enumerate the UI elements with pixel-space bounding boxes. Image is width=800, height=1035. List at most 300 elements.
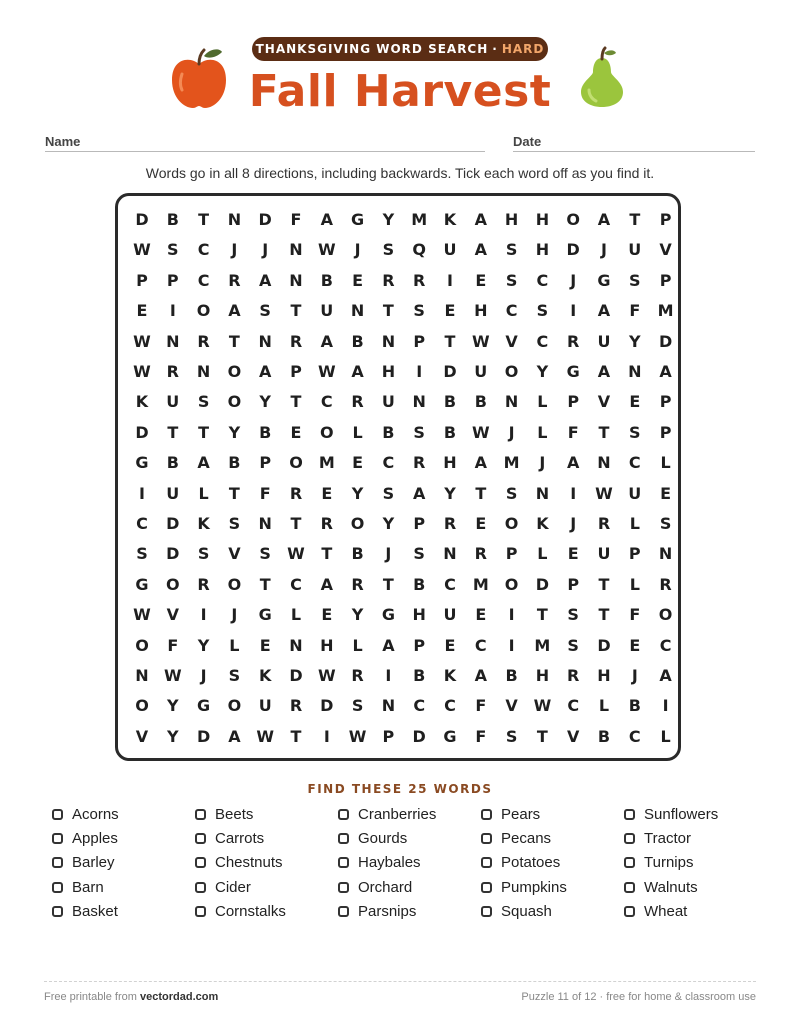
grid-letter[interactable]: P	[413, 514, 426, 533]
grid-letter[interactable]: P	[659, 392, 672, 412]
grid-letter[interactable]: J	[601, 240, 607, 260]
grid-letter[interactable]: R	[597, 514, 611, 533]
checkbox-icon[interactable]	[52, 882, 63, 893]
grid-letter[interactable]: G	[351, 210, 365, 229]
grid-letter[interactable]: I	[508, 605, 515, 625]
grid-letter[interactable]: S	[413, 544, 425, 564]
grid-letter[interactable]: K	[135, 392, 149, 412]
grid-letter[interactable]: T	[290, 514, 302, 533]
grid-letter[interactable]: Y	[228, 422, 241, 442]
grid-letter[interactable]: E	[444, 301, 456, 321]
grid-letter[interactable]: P	[659, 422, 672, 442]
grid-letter[interactable]: A	[659, 362, 672, 381]
grid-letter[interactable]: N	[412, 392, 426, 412]
grid-letter[interactable]: L	[660, 453, 671, 473]
grid-letter[interactable]: N	[227, 210, 242, 229]
grid-letter[interactable]: J	[200, 666, 207, 685]
grid-letter[interactable]: R	[351, 392, 364, 412]
grid-letter[interactable]: S	[629, 270, 641, 290]
grid-letter[interactable]: S	[351, 696, 364, 716]
word-checklist-item[interactable]	[338, 805, 436, 823]
grid-letter[interactable]: O	[504, 362, 519, 381]
grid-letter[interactable]: I	[508, 635, 515, 655]
grid-letter[interactable]: T	[259, 574, 271, 594]
grid-letter[interactable]: D	[196, 726, 211, 746]
grid-letter[interactable]: E	[629, 392, 641, 412]
grid-letter[interactable]: K	[443, 210, 457, 229]
grid-letter[interactable]: H	[535, 666, 550, 685]
grid-letter[interactable]: T	[598, 574, 610, 594]
grid-letter[interactable]: P	[567, 392, 580, 412]
grid-letter[interactable]: I	[385, 666, 392, 685]
grid-letter[interactable]: N	[196, 362, 211, 381]
grid-letter[interactable]: Y	[167, 726, 179, 746]
grid-letter[interactable]: U	[628, 240, 642, 260]
grid-letter[interactable]: C	[536, 331, 549, 351]
grid-letter[interactable]: W	[287, 544, 305, 564]
grid-letter[interactable]: I	[447, 270, 453, 290]
grid-letter[interactable]: E	[321, 483, 333, 503]
grid-letter[interactable]: W	[533, 696, 552, 716]
grid-letter[interactable]: B	[597, 726, 611, 746]
grid-letter[interactable]: N	[166, 331, 180, 351]
word-checklist-item[interactable]	[52, 805, 119, 823]
grid-letter[interactable]: S	[228, 514, 241, 533]
grid-letter[interactable]: Y	[167, 696, 179, 716]
grid-letter[interactable]: D	[443, 362, 457, 381]
grid-letter[interactable]: O	[566, 210, 580, 229]
grid-letter[interactable]: D	[258, 210, 272, 229]
grid-letter[interactable]: U	[258, 696, 272, 716]
grid-letter[interactable]: A	[566, 453, 580, 473]
grid-letter[interactable]: K	[258, 666, 272, 685]
checkbox-icon[interactable]	[195, 882, 206, 893]
grid-letter[interactable]: K	[443, 666, 457, 685]
grid-letter[interactable]: S	[197, 392, 210, 412]
grid-letter[interactable]: A	[474, 210, 487, 229]
grid-letter[interactable]: R	[567, 666, 580, 685]
grid-letter[interactable]: Q	[412, 240, 426, 260]
grid-letter[interactable]: P	[259, 453, 272, 473]
grid-letter[interactable]: I	[570, 301, 577, 321]
grid-letter[interactable]: J	[385, 544, 392, 564]
grid-letter[interactable]: J	[570, 514, 577, 533]
checkbox-icon[interactable]	[195, 906, 206, 917]
grid-letter[interactable]: T	[321, 544, 333, 564]
grid-letter[interactable]: S	[536, 301, 549, 321]
checkbox-icon[interactable]	[195, 857, 206, 868]
grid-letter[interactable]: E	[136, 301, 148, 321]
grid-letter[interactable]: P	[659, 210, 672, 229]
grid-letter[interactable]: R	[413, 270, 426, 290]
name-field[interactable]	[45, 151, 485, 152]
grid-letter[interactable]: Y	[536, 362, 549, 381]
grid-letter[interactable]: T	[536, 726, 548, 746]
word-checklist-item[interactable]	[338, 854, 421, 872]
grid-letter[interactable]: C	[413, 696, 426, 716]
grid-letter[interactable]: R	[166, 362, 179, 381]
grid-letter[interactable]: Y	[382, 210, 395, 229]
grid-letter[interactable]: R	[413, 453, 426, 473]
grid-letter[interactable]: N	[289, 635, 303, 655]
grid-letter[interactable]: L	[537, 422, 548, 442]
grid-letter[interactable]: U	[474, 362, 488, 381]
word-checklist-item[interactable]	[481, 854, 560, 872]
grid-letter[interactable]: Y	[351, 483, 364, 503]
grid-letter[interactable]: A	[320, 331, 333, 351]
grid-letter[interactable]: C	[628, 726, 641, 746]
grid-letter[interactable]: F	[475, 726, 487, 746]
grid-letter[interactable]: D	[320, 696, 334, 716]
grid-letter[interactable]: B	[228, 453, 241, 473]
date-field[interactable]	[513, 151, 755, 152]
grid-letter[interactable]: R	[659, 574, 672, 594]
grid-letter[interactable]: T	[198, 422, 210, 442]
grid-letter[interactable]: E	[352, 270, 364, 290]
grid-letter[interactable]: O	[196, 301, 211, 321]
word-checklist-item[interactable]	[52, 878, 104, 896]
grid-letter[interactable]: N	[443, 544, 457, 564]
checkbox-icon[interactable]	[624, 833, 635, 844]
grid-letter[interactable]: D	[412, 726, 426, 746]
grid-letter[interactable]: Y	[382, 514, 395, 533]
grid-letter[interactable]: L	[352, 422, 363, 442]
grid-letter[interactable]: V	[228, 544, 241, 564]
grid-letter[interactable]: L	[629, 574, 640, 594]
grid-letter[interactable]: J	[508, 422, 515, 442]
grid-letter[interactable]: T	[598, 422, 610, 442]
checkbox-icon[interactable]	[481, 833, 492, 844]
grid-letter[interactable]: N	[381, 696, 396, 716]
grid-letter[interactable]: S	[197, 544, 210, 564]
grid-letter[interactable]: I	[169, 301, 176, 321]
grid-letter[interactable]: S	[167, 240, 179, 260]
grid-letter[interactable]: T	[198, 210, 210, 229]
grid-letter[interactable]: G	[597, 270, 611, 290]
grid-letter[interactable]: C	[197, 270, 210, 290]
word-checklist-item[interactable]	[624, 854, 693, 872]
grid-letter[interactable]: W	[595, 483, 613, 503]
checkbox-icon[interactable]	[52, 833, 63, 844]
grid-letter[interactable]: N	[658, 544, 673, 564]
grid-letter[interactable]: E	[475, 270, 487, 290]
grid-letter[interactable]: F	[167, 635, 179, 655]
checkbox-icon[interactable]	[624, 882, 635, 893]
grid-letter[interactable]: M	[318, 453, 335, 473]
grid-letter[interactable]: N	[381, 331, 396, 351]
grid-letter[interactable]: T	[475, 483, 487, 503]
grid-letter[interactable]: J	[262, 240, 269, 260]
grid-letter[interactable]: U	[443, 240, 457, 260]
grid-letter[interactable]: G	[197, 696, 211, 716]
grid-letter[interactable]: R	[474, 544, 487, 564]
grid-letter[interactable]: R	[228, 270, 241, 290]
grid-letter[interactable]: T	[382, 574, 394, 594]
grid-letter[interactable]: F	[629, 605, 641, 625]
grid-letter[interactable]: R	[289, 483, 303, 503]
grid-letter[interactable]: U	[381, 392, 395, 412]
grid-letter[interactable]: M	[472, 574, 489, 594]
grid-letter[interactable]: T	[290, 392, 302, 412]
grid-letter[interactable]: A	[597, 210, 611, 229]
grid-letter[interactable]: R	[382, 270, 395, 290]
grid-letter[interactable]: G	[443, 726, 457, 746]
grid-letter[interactable]: C	[320, 392, 333, 412]
grid-letter[interactable]: D	[289, 666, 303, 685]
grid-letter[interactable]: H	[535, 210, 550, 229]
checkbox-icon[interactable]	[338, 857, 349, 868]
grid-letter[interactable]: V	[135, 726, 149, 746]
grid-letter[interactable]: F	[290, 210, 302, 229]
grid-letter[interactable]: D	[658, 331, 673, 351]
grid-letter[interactable]: L	[537, 392, 548, 412]
grid-letter[interactable]: B	[413, 574, 426, 594]
grid-letter[interactable]: U	[320, 301, 334, 321]
grid-letter[interactable]: K	[536, 514, 549, 533]
word-checklist-item[interactable]	[52, 829, 118, 847]
grid-letter[interactable]: B	[259, 422, 272, 442]
grid-letter[interactable]: O	[289, 453, 303, 473]
grid-letter[interactable]: P	[136, 270, 148, 290]
grid-letter[interactable]: S	[228, 666, 241, 685]
grid-letter[interactable]: I	[416, 362, 423, 381]
grid-letter[interactable]: N	[597, 453, 611, 473]
grid-letter[interactable]: V	[505, 696, 518, 716]
checkbox-icon[interactable]	[338, 882, 349, 893]
word-checklist-item[interactable]	[338, 829, 407, 847]
grid-letter[interactable]: I	[200, 605, 207, 625]
grid-letter[interactable]: N	[350, 301, 365, 321]
grid-letter[interactable]: P	[567, 574, 580, 594]
checkbox-icon[interactable]	[481, 906, 492, 917]
grid-letter[interactable]: T	[167, 422, 179, 442]
grid-letter[interactable]: L	[290, 605, 302, 625]
checkbox-icon[interactable]	[624, 906, 635, 917]
checkbox-icon[interactable]	[338, 906, 349, 917]
grid-letter[interactable]: V	[505, 331, 518, 351]
grid-letter[interactable]: M	[503, 453, 520, 473]
grid-letter[interactable]: E	[444, 635, 456, 655]
word-checklist-item[interactable]	[338, 878, 412, 896]
grid-letter[interactable]: U	[166, 483, 180, 503]
word-checklist-item[interactable]	[52, 903, 118, 921]
grid-letter[interactable]: O	[227, 574, 242, 594]
grid-letter[interactable]: P	[628, 544, 641, 564]
word-checklist-item[interactable]	[481, 903, 552, 921]
grid-letter[interactable]: R	[567, 331, 580, 351]
grid-letter[interactable]: W	[317, 240, 336, 260]
word-checklist-item[interactable]	[338, 903, 416, 921]
grid-letter[interactable]: C	[505, 301, 518, 321]
grid-letter[interactable]: D	[135, 210, 149, 229]
grid-letter[interactable]: B	[443, 422, 457, 442]
grid-letter[interactable]: E	[352, 453, 364, 473]
grid-letter[interactable]: D	[135, 422, 149, 442]
checkbox-icon[interactable]	[52, 809, 63, 820]
grid-letter[interactable]: N	[258, 331, 272, 351]
grid-letter[interactable]: O	[658, 605, 673, 625]
grid-letter[interactable]: S	[505, 483, 518, 503]
grid-letter[interactable]: W	[133, 240, 151, 260]
grid-letter[interactable]: S	[413, 301, 425, 321]
grid-letter[interactable]: S	[259, 544, 271, 564]
grid-letter[interactable]: P	[413, 635, 426, 655]
grid-letter[interactable]: P	[659, 270, 672, 290]
word-checklist-item[interactable]	[481, 829, 551, 847]
word-checklist-item[interactable]	[624, 829, 691, 847]
grid-letter[interactable]: Y	[197, 635, 210, 655]
grid-letter[interactable]: B	[320, 270, 333, 290]
grid-letter[interactable]: C	[444, 696, 456, 716]
grid-letter[interactable]: A	[597, 301, 611, 321]
grid-letter[interactable]: H	[597, 666, 611, 685]
grid-letter[interactable]: W	[317, 666, 336, 685]
grid-letter[interactable]: V	[659, 240, 672, 260]
word-checklist-item[interactable]	[624, 878, 698, 896]
grid-letter[interactable]: P	[382, 726, 395, 746]
grid-letter[interactable]: W	[471, 422, 490, 442]
grid-letter[interactable]: A	[382, 635, 395, 655]
grid-letter[interactable]: Y	[629, 331, 641, 351]
grid-letter[interactable]: N	[258, 514, 272, 533]
grid-letter[interactable]: T	[444, 331, 456, 351]
grid-letter[interactable]: O	[227, 392, 242, 412]
grid-letter[interactable]: F	[259, 483, 271, 503]
grid-letter[interactable]: S	[505, 270, 518, 290]
grid-letter[interactable]: S	[505, 726, 518, 746]
grid-letter[interactable]: O	[227, 362, 242, 381]
grid-letter[interactable]: W	[163, 666, 182, 685]
grid-letter[interactable]: C	[567, 696, 580, 716]
grid-letter[interactable]: N	[289, 240, 303, 260]
grid-letter[interactable]: H	[504, 210, 519, 229]
grid-letter[interactable]: R	[351, 574, 364, 594]
grid-letter[interactable]: S	[413, 422, 425, 442]
checkbox-icon[interactable]	[52, 906, 63, 917]
grid-letter[interactable]: J	[231, 240, 238, 260]
checkbox-icon[interactable]	[195, 833, 206, 844]
grid-letter[interactable]: B	[413, 666, 426, 685]
grid-letter[interactable]: R	[320, 514, 333, 533]
grid-letter[interactable]: T	[629, 210, 641, 229]
grid-letter[interactable]: L	[198, 483, 209, 503]
grid-letter[interactable]: A	[351, 362, 364, 381]
grid-letter[interactable]: B	[351, 544, 364, 564]
grid-letter[interactable]: G	[135, 453, 149, 473]
grid-letter[interactable]: A	[320, 210, 333, 229]
grid-letter[interactable]: H	[474, 301, 488, 321]
grid-letter[interactable]: O	[135, 696, 149, 716]
word-checklist-item[interactable]	[195, 854, 283, 872]
grid-letter[interactable]: R	[197, 574, 210, 594]
checkbox-icon[interactable]	[481, 809, 492, 820]
grid-letter[interactable]: E	[321, 605, 333, 625]
grid-letter[interactable]: N	[628, 362, 642, 381]
grid-letter[interactable]: Y	[351, 605, 364, 625]
grid-letter[interactable]: L	[660, 726, 671, 746]
grid-letter[interactable]: O	[319, 422, 334, 442]
word-checklist-item[interactable]	[195, 829, 264, 847]
grid-letter[interactable]: S	[259, 301, 271, 321]
checkbox-icon[interactable]	[481, 857, 492, 868]
checkbox-icon[interactable]	[52, 857, 63, 868]
grid-letter[interactable]: H	[320, 635, 334, 655]
grid-letter[interactable]: C	[628, 453, 641, 473]
grid-letter[interactable]: T	[228, 331, 240, 351]
grid-letter[interactable]: C	[136, 514, 148, 533]
grid-letter[interactable]: W	[133, 605, 151, 625]
grid-letter[interactable]: A	[597, 362, 611, 381]
grid-letter[interactable]: O	[350, 514, 365, 533]
grid-letter[interactable]: W	[133, 331, 151, 351]
grid-letter[interactable]: N	[535, 483, 550, 503]
word-checklist-item[interactable]	[52, 854, 115, 872]
grid-letter[interactable]: T	[290, 726, 302, 746]
grid-letter[interactable]: P	[290, 362, 302, 381]
grid-letter[interactable]: G	[381, 605, 395, 625]
grid-letter[interactable]: T	[228, 483, 240, 503]
grid-letter[interactable]: O	[504, 574, 519, 594]
grid-letter[interactable]: E	[290, 422, 302, 442]
grid-letter[interactable]: H	[381, 362, 396, 381]
grid-letter[interactable]: B	[505, 666, 518, 685]
grid-letter[interactable]: A	[228, 301, 241, 321]
grid-letter[interactable]: A	[412, 483, 426, 503]
grid-letter[interactable]: W	[471, 331, 490, 351]
grid-letter[interactable]: V	[166, 605, 179, 625]
grid-letter[interactable]: J	[631, 666, 638, 685]
grid-letter[interactable]: M	[411, 210, 428, 229]
grid-letter[interactable]: B	[351, 331, 364, 351]
grid-letter[interactable]: S	[629, 422, 641, 442]
grid-letter[interactable]: A	[258, 270, 272, 290]
grid-letter[interactable]: W	[133, 362, 151, 381]
grid-letter[interactable]: W	[348, 726, 367, 746]
grid-letter[interactable]: A	[474, 453, 487, 473]
grid-letter[interactable]: K	[197, 514, 210, 533]
grid-letter[interactable]: A	[320, 574, 333, 594]
grid-letter[interactable]: Y	[444, 483, 456, 503]
grid-letter[interactable]: V	[566, 726, 580, 746]
grid-letter[interactable]: O	[504, 514, 519, 533]
grid-letter[interactable]: D	[597, 635, 611, 655]
word-checklist-item[interactable]	[624, 903, 687, 921]
grid-letter[interactable]: R	[197, 331, 210, 351]
grid-letter[interactable]: P	[505, 544, 518, 564]
grid-letter[interactable]: A	[258, 362, 272, 381]
grid-letter[interactable]: O	[227, 696, 242, 716]
grid-letter[interactable]: A	[228, 726, 241, 746]
checkbox-icon[interactable]	[338, 833, 349, 844]
grid-letter[interactable]: E	[259, 635, 271, 655]
grid-letter[interactable]: T	[598, 605, 610, 625]
grid-letter[interactable]: B	[382, 422, 395, 442]
grid-letter[interactable]: P	[413, 331, 426, 351]
grid-letter[interactable]: V	[597, 392, 611, 412]
grid-letter[interactable]: J	[354, 240, 361, 260]
grid-letter[interactable]: S	[382, 483, 395, 503]
grid-letter[interactable]: U	[597, 331, 611, 351]
grid-letter[interactable]: N	[135, 666, 149, 685]
grid-letter[interactable]: S	[567, 635, 579, 655]
grid-letter[interactable]: N	[289, 270, 303, 290]
grid-letter[interactable]: W	[256, 726, 275, 746]
grid-letter[interactable]: B	[443, 392, 457, 412]
grid-letter[interactable]: I	[570, 483, 577, 503]
grid-letter[interactable]: R	[443, 514, 457, 533]
grid-letter[interactable]: U	[628, 483, 642, 503]
grid-letter[interactable]: T	[536, 605, 548, 625]
